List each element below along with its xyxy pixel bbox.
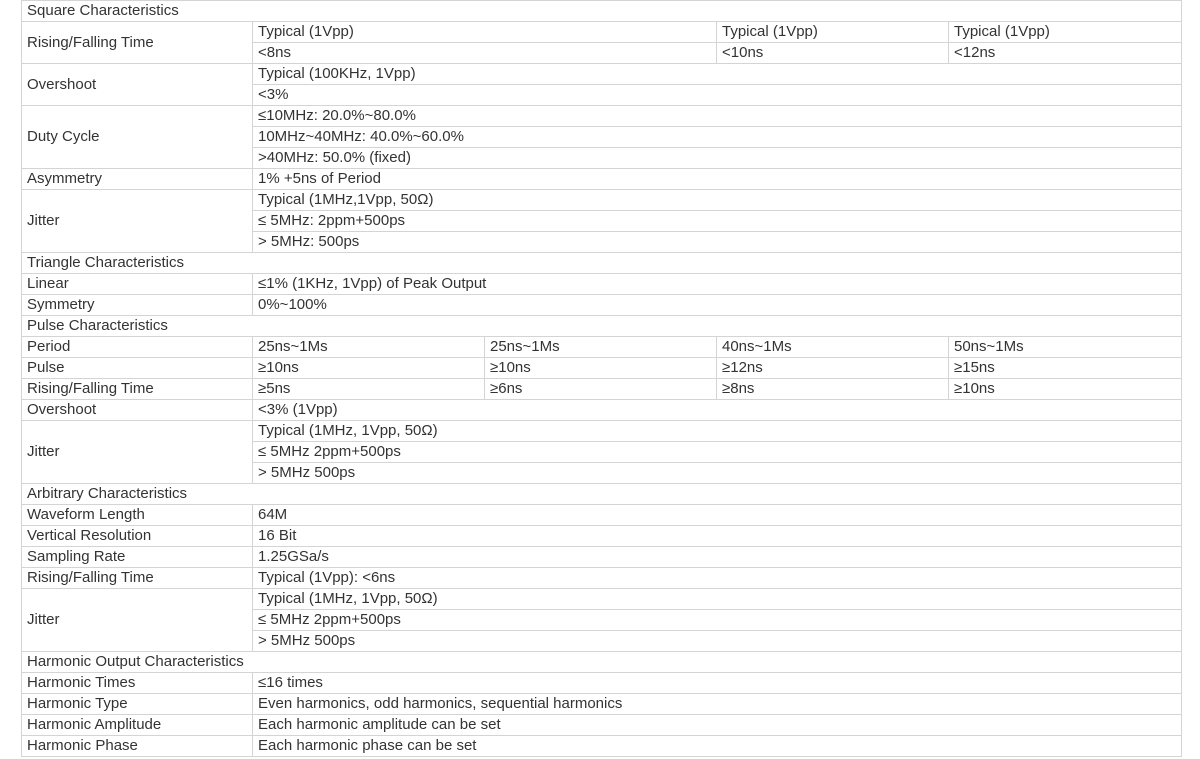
table-cell: 25ns~1Ms [253, 337, 485, 358]
table-cell: 50ns~1Ms [949, 337, 1182, 358]
table-cell: Typical (1Vpp) [253, 22, 717, 43]
table-row [22, 358, 1182, 379]
section-row [22, 484, 1182, 505]
table-cell: <12ns [949, 43, 1182, 64]
row-label: Jitter [22, 421, 253, 484]
section-row [22, 253, 1182, 274]
row-label: Rising/Falling Time [22, 568, 253, 589]
table-cell: 64M [253, 505, 1182, 526]
section-title-square: Square Characteristics [22, 1, 1182, 22]
table-cell: Each harmonic amplitude can be set [253, 715, 1182, 736]
table-row [22, 673, 1182, 694]
row-label: Pulse [22, 358, 253, 379]
table-cell: ≤ 5MHz: 2ppm+500ps [253, 211, 1182, 232]
table-cell: ≥10ns [253, 358, 485, 379]
table-row [22, 295, 1182, 316]
table-cell: 10MHz~40MHz: 40.0%~60.0% [253, 127, 1182, 148]
table-cell: ≤ 5MHz 2ppm+500ps [253, 442, 1182, 463]
table-row [22, 400, 1182, 421]
table-cell: Each harmonic phase can be set [253, 736, 1182, 757]
table-cell: ≤16 times [253, 673, 1182, 694]
table-cell: 1.25GSa/s [253, 547, 1182, 568]
table-cell: >40MHz: 50.0% (fixed) [253, 148, 1182, 169]
table-cell: ≤ 5MHz 2ppm+500ps [253, 610, 1182, 631]
section-title-pulse: Pulse Characteristics [22, 316, 1182, 337]
table-cell: <8ns [253, 43, 717, 64]
table-cell: ≥6ns [485, 379, 717, 400]
table-row [22, 526, 1182, 547]
section-row [22, 316, 1182, 337]
table-cell: ≥15ns [949, 358, 1182, 379]
table-cell: Typical (1MHz, 1Vpp, 50Ω) [253, 421, 1182, 442]
row-label: Linear [22, 274, 253, 295]
row-label: Harmonic Amplitude [22, 715, 253, 736]
row-label: Vertical Resolution [22, 526, 253, 547]
table-cell: <3% (1Vpp) [253, 400, 1182, 421]
section-title-arbitrary: Arbitrary Characteristics [22, 484, 1182, 505]
table-row [22, 568, 1182, 589]
row-label: Overshoot [22, 64, 253, 106]
table-cell: ≤1% (1KHz, 1Vpp) of Peak Output [253, 274, 1182, 295]
row-label: Asymmetry [22, 169, 253, 190]
table-row [22, 190, 1182, 211]
spec-table [21, 0, 1182, 757]
section-row [22, 1, 1182, 22]
table-row [22, 379, 1182, 400]
row-label: Duty Cycle [22, 106, 253, 169]
row-label: Rising/Falling Time [22, 379, 253, 400]
table-cell: Typical (1MHz, 1Vpp, 50Ω) [253, 589, 1182, 610]
table-cell: Even harmonics, odd harmonics, sequential harmonics [253, 694, 1182, 715]
table-cell: 0%~100% [253, 295, 1182, 316]
table-cell: 16 Bit [253, 526, 1182, 547]
row-label: Period [22, 337, 253, 358]
table-cell: ≥10ns [485, 358, 717, 379]
table-cell: Typical (1Vpp) [717, 22, 949, 43]
table-row [22, 274, 1182, 295]
section-title-harmonic: Harmonic Output Characteristics [22, 652, 1182, 673]
table-row [22, 589, 1182, 610]
table-cell: <10ns [717, 43, 949, 64]
table-row [22, 505, 1182, 526]
row-label: Symmetry [22, 295, 253, 316]
row-label: Sampling Rate [22, 547, 253, 568]
table-row [22, 169, 1182, 190]
table-cell: Typical (1Vpp) [949, 22, 1182, 43]
table-cell: ≥10ns [949, 379, 1182, 400]
table-cell: 1% +5ns of Period [253, 169, 1182, 190]
table-cell: ≥12ns [717, 358, 949, 379]
table-cell: > 5MHz: 500ps [253, 232, 1182, 253]
table-row [22, 64, 1182, 85]
table-row [22, 736, 1182, 757]
table-row [22, 694, 1182, 715]
table-cell: 25ns~1Ms [485, 337, 717, 358]
table-cell: Typical (100KHz, 1Vpp) [253, 64, 1182, 85]
table-row [22, 421, 1182, 442]
row-label: Jitter [22, 589, 253, 652]
table-cell: > 5MHz 500ps [253, 463, 1182, 484]
section-title-triangle: Triangle Characteristics [22, 253, 1182, 274]
section-row [22, 652, 1182, 673]
table-cell: > 5MHz 500ps [253, 631, 1182, 652]
row-label: Harmonic Type [22, 694, 253, 715]
table-cell: ≥8ns [717, 379, 949, 400]
table-cell: 40ns~1Ms [717, 337, 949, 358]
table-cell: <3% [253, 85, 1182, 106]
row-label: Harmonic Phase [22, 736, 253, 757]
table-row [22, 547, 1182, 568]
table-cell: Typical (1MHz,1Vpp, 50Ω) [253, 190, 1182, 211]
table-cell: ≥5ns [253, 379, 485, 400]
table-row [22, 337, 1182, 358]
row-label: Rising/Falling Time [22, 22, 253, 64]
table-cell: Typical (1Vpp): <6ns [253, 568, 1182, 589]
table-row [22, 22, 1182, 43]
row-label: Jitter [22, 190, 253, 253]
table-cell: ≤10MHz: 20.0%~80.0% [253, 106, 1182, 127]
row-label: Overshoot [22, 400, 253, 421]
row-label: Waveform Length [22, 505, 253, 526]
table-row [22, 715, 1182, 736]
row-label: Harmonic Times [22, 673, 253, 694]
table-row [22, 106, 1182, 127]
